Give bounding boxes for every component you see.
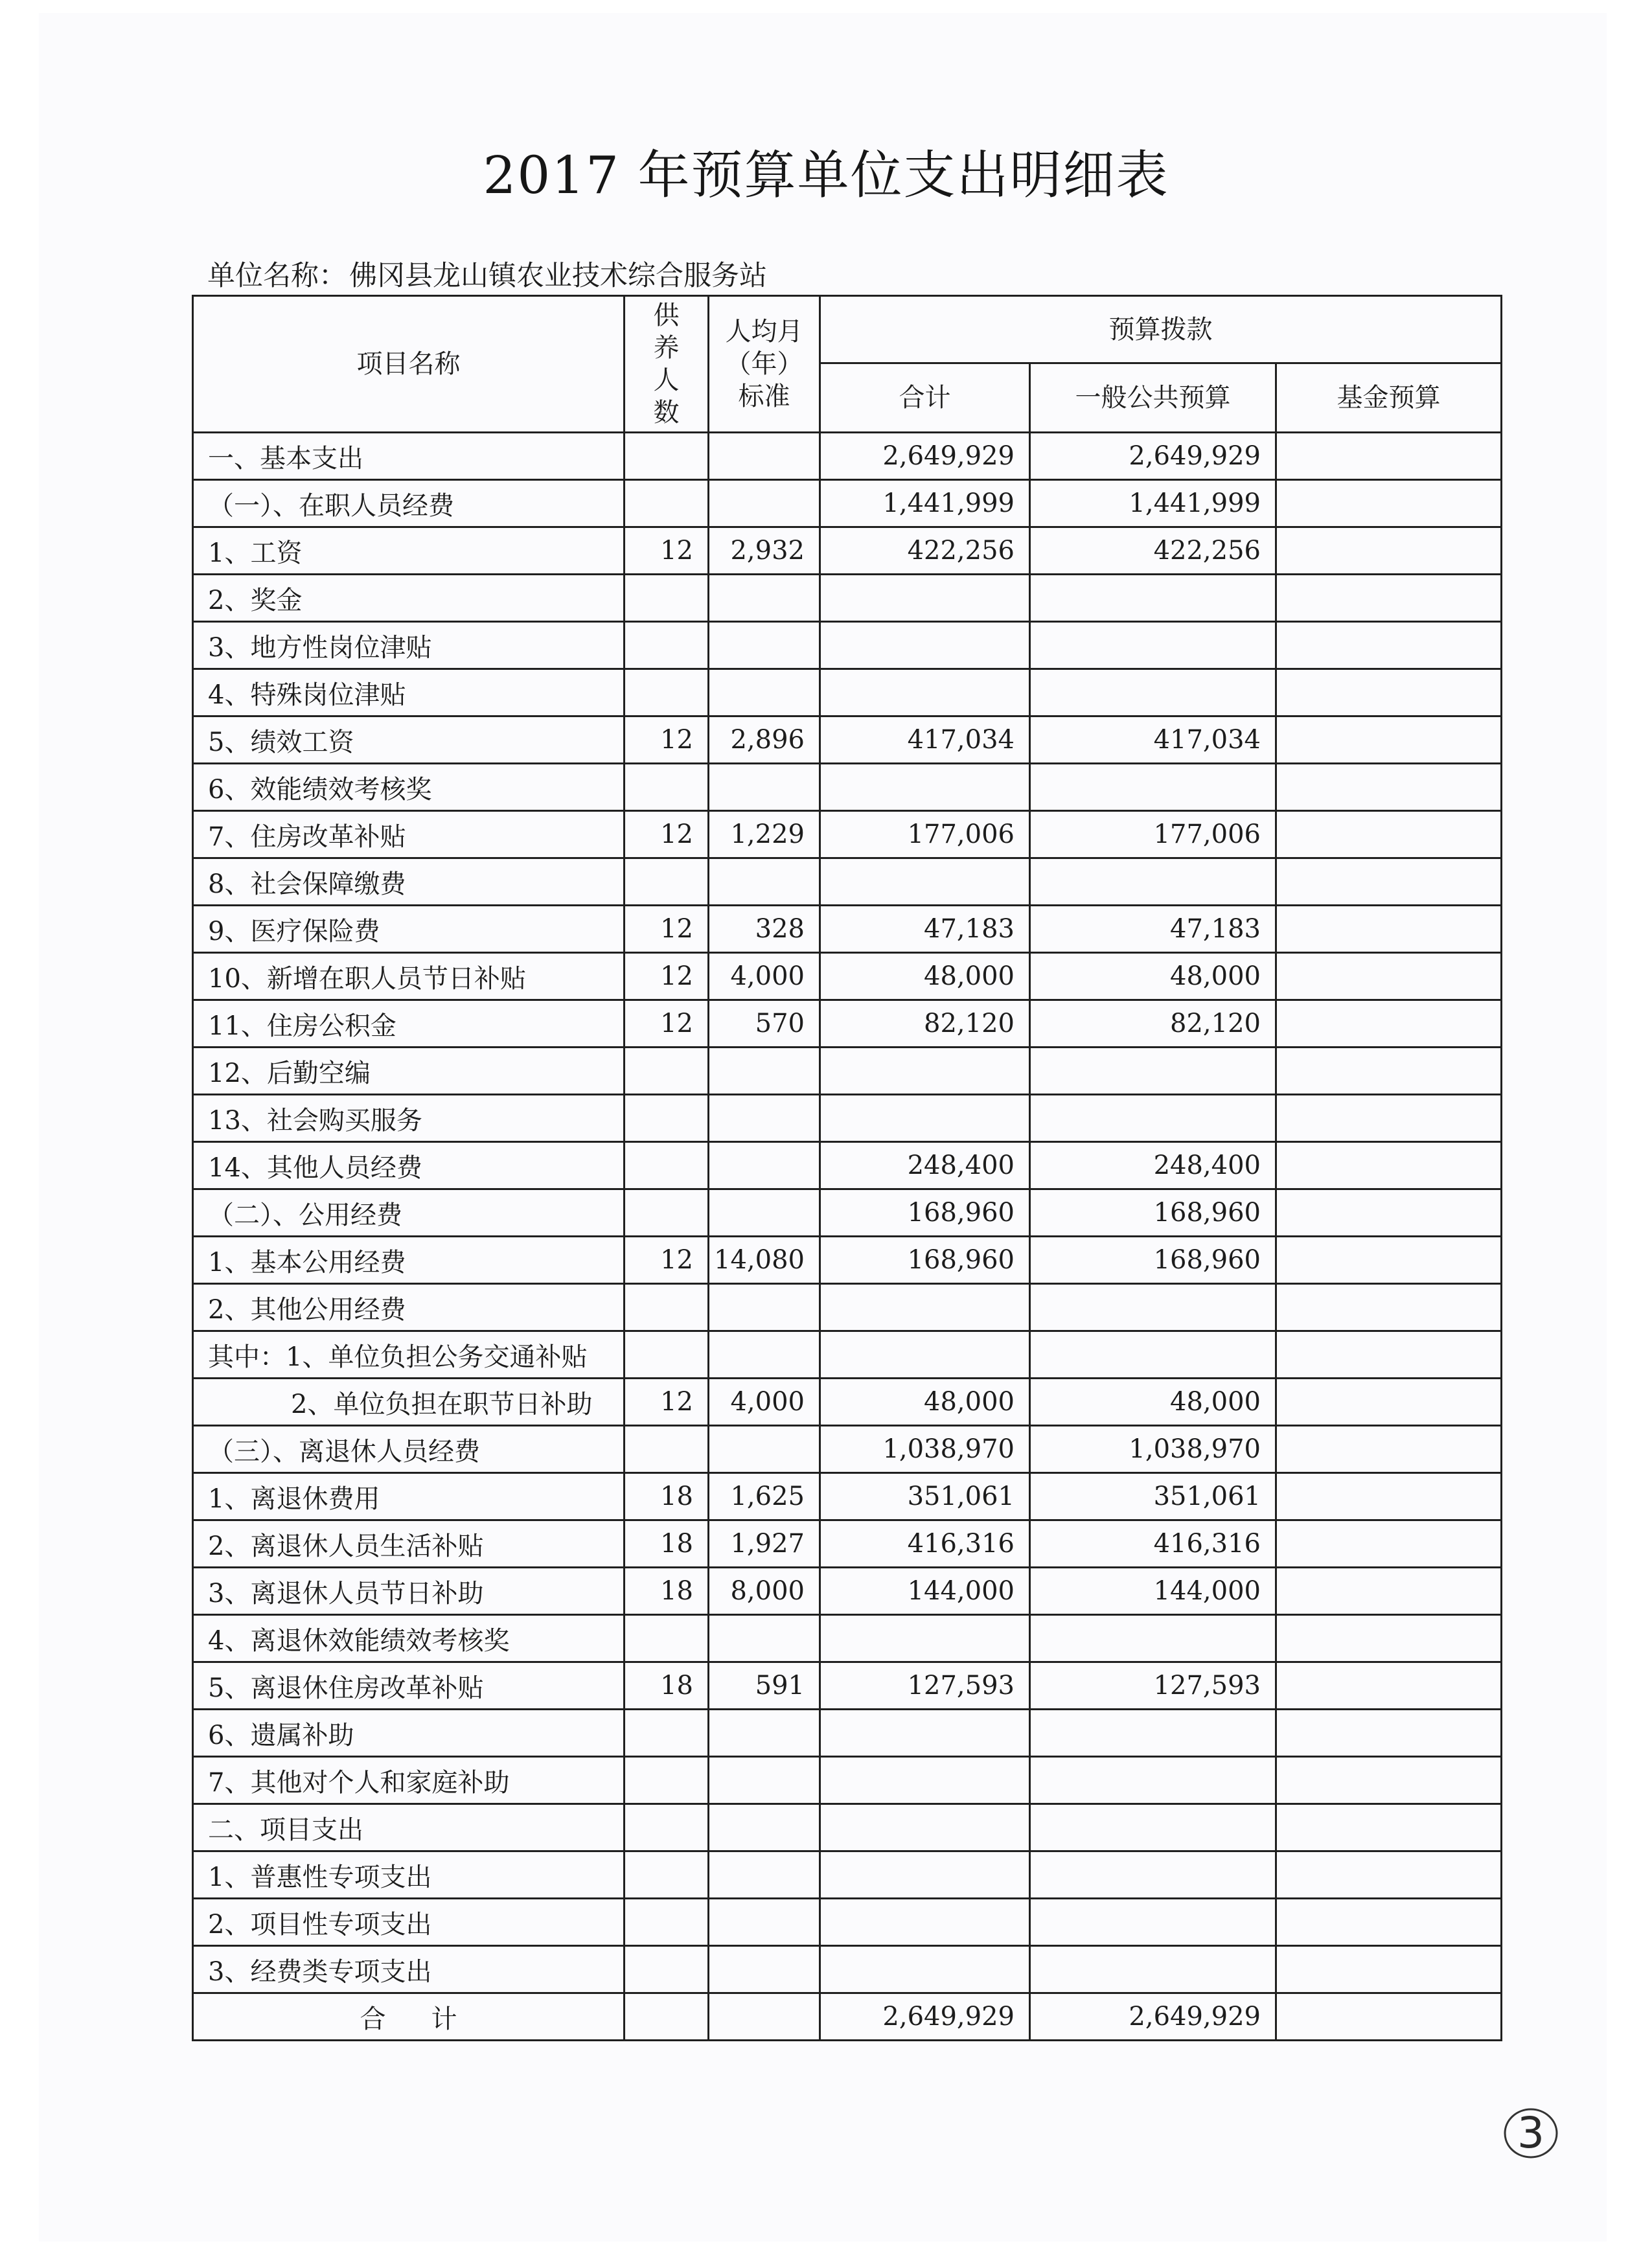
header-per-capita-line1: 人均月 — [725, 317, 803, 347]
row-per-capita-standard — [709, 622, 820, 669]
header-supported-people: 供养人数 — [625, 296, 709, 433]
row-per-capita-standard — [709, 858, 820, 906]
row-general-budget — [1030, 622, 1276, 669]
row-item-name: 2、离退休人员生活补贴 — [193, 1520, 625, 1568]
table-row — [193, 1710, 1502, 1757]
row-total: 351,061 — [820, 1473, 1030, 1520]
row-item-name: 12、后勤空编 — [193, 1048, 625, 1095]
row-general-budget — [1030, 1757, 1276, 1804]
row-total: 168,960 — [820, 1189, 1030, 1237]
row-fund-budget — [1276, 669, 1502, 716]
row-per-capita-standard — [709, 1189, 820, 1237]
row-item-name: 1、普惠性专项支出 — [193, 1851, 625, 1899]
row-supported-people — [625, 1331, 709, 1379]
row-item-name: 5、离退休住房改革补贴 — [193, 1662, 625, 1710]
row-supported-people: 18 — [625, 1662, 709, 1710]
row-per-capita-standard: 328 — [709, 906, 820, 953]
row-total — [820, 1899, 1030, 1946]
row-total — [820, 764, 1030, 811]
row-general-budget: 168,960 — [1030, 1237, 1276, 1284]
row-fund-budget — [1276, 1142, 1502, 1189]
budget-expenditure-table — [192, 295, 1502, 2041]
row-fund-budget — [1276, 1331, 1502, 1379]
row-general-budget: 416,316 — [1030, 1520, 1276, 1568]
row-supported-people: 12 — [625, 1000, 709, 1048]
row-general-budget — [1030, 669, 1276, 716]
row-fund-budget — [1276, 1473, 1502, 1520]
row-general-budget — [1030, 575, 1276, 622]
row-supported-people: 12 — [625, 811, 709, 858]
row-general-budget: 82,120 — [1030, 1000, 1276, 1048]
row-total — [820, 1331, 1030, 1379]
row-general-budget — [1030, 1095, 1276, 1142]
row-item-name: 3、离退休人员节日补助 — [193, 1568, 625, 1615]
row-item-name: 6、效能绩效考核奖 — [193, 764, 625, 811]
row-per-capita-standard — [709, 1142, 820, 1189]
table-row — [193, 1142, 1502, 1189]
row-general-budget: 422,256 — [1030, 527, 1276, 575]
row-item-name: 一、基本支出 — [193, 433, 625, 480]
header-per-capita-line3: 标准 — [738, 382, 790, 411]
row-fund-budget — [1276, 1568, 1502, 1615]
table-row — [193, 622, 1502, 669]
table-row — [193, 953, 1502, 1000]
total-row-label: 合计 — [193, 1993, 625, 2041]
row-supported-people — [625, 764, 709, 811]
row-fund-budget — [1276, 1095, 1502, 1142]
row-total: 416,316 — [820, 1520, 1030, 1568]
table-row — [193, 764, 1502, 811]
row-per-capita-standard — [709, 1331, 820, 1379]
row-total — [820, 1851, 1030, 1899]
table-row — [193, 1899, 1502, 1946]
row-item-name: 3、经费类专项支出 — [193, 1946, 625, 1993]
row-fund-budget — [1276, 622, 1502, 669]
row-total: 177,006 — [820, 811, 1030, 858]
row-general-budget — [1030, 1946, 1276, 1993]
row-general-budget: 177,006 — [1030, 811, 1276, 858]
row-item-name: 6、遗属补助 — [193, 1710, 625, 1757]
row-item-name: 2、奖金 — [193, 575, 625, 622]
row-fund-budget — [1276, 1946, 1502, 1993]
table-row — [193, 575, 1502, 622]
row-total — [820, 575, 1030, 622]
row-supported-people — [625, 1095, 709, 1142]
row-total: 422,256 — [820, 527, 1030, 575]
table-row — [193, 1331, 1502, 1379]
table-row — [193, 1473, 1502, 1520]
row-general-budget — [1030, 1331, 1276, 1379]
row-general-budget: 1,038,970 — [1030, 1426, 1276, 1473]
row-fund-budget — [1276, 1899, 1502, 1946]
row-supported-people — [625, 1851, 709, 1899]
table-row — [193, 527, 1502, 575]
row-fund-budget — [1276, 953, 1502, 1000]
row-supported-people: 18 — [625, 1473, 709, 1520]
row-per-capita-standard: 2,896 — [709, 716, 820, 764]
table-row — [193, 1284, 1502, 1331]
row-item-name: 14、其他人员经费 — [193, 1142, 625, 1189]
row-total — [820, 1710, 1030, 1757]
row-per-capita-standard: 591 — [709, 1662, 820, 1710]
row-fund-budget — [1276, 716, 1502, 764]
row-total — [820, 1804, 1030, 1851]
total-row-general: 2,649,929 — [1030, 1993, 1276, 2041]
row-total — [820, 858, 1030, 906]
page-number-mark — [1502, 2104, 1560, 2162]
row-per-capita-standard — [709, 764, 820, 811]
table-row — [193, 906, 1502, 953]
header-budget-group: 预算拨款 — [820, 296, 1502, 363]
total-row-std — [709, 1993, 820, 2041]
unit-name-value: 佛冈县龙山镇农业技术综合服务站 — [349, 260, 767, 292]
row-item-name: （三）、离退休人员经费 — [193, 1426, 625, 1473]
row-fund-budget — [1276, 1237, 1502, 1284]
row-general-budget — [1030, 1710, 1276, 1757]
row-total: 1,441,999 — [820, 480, 1030, 527]
row-item-name: 10、新增在职人员节日补贴 — [193, 953, 625, 1000]
row-supported-people — [625, 858, 709, 906]
row-item-name: （二）、公用经费 — [193, 1189, 625, 1237]
table-row — [193, 1946, 1502, 1993]
row-general-budget — [1030, 1851, 1276, 1899]
table-row — [193, 1095, 1502, 1142]
row-fund-budget — [1276, 1757, 1502, 1804]
table-row — [193, 811, 1502, 858]
header-item-name: 项目名称 — [193, 296, 625, 433]
row-per-capita-standard: 4,000 — [709, 953, 820, 1000]
row-per-capita-standard: 1,927 — [709, 1520, 820, 1568]
row-total: 1,038,970 — [820, 1426, 1030, 1473]
row-item-name: 1、离退休费用 — [193, 1473, 625, 1520]
table-row — [193, 858, 1502, 906]
unit-name-label: 单位名称： — [207, 260, 347, 292]
row-item-name: 2、项目性专项支出 — [193, 1899, 625, 1946]
row-general-budget — [1030, 764, 1276, 811]
row-per-capita-standard: 4,000 — [709, 1379, 820, 1426]
row-per-capita-standard — [709, 1899, 820, 1946]
header-general-budget: 一般公共预算 — [1030, 363, 1276, 433]
row-general-budget — [1030, 1899, 1276, 1946]
row-per-capita-standard — [709, 1946, 820, 1993]
row-per-capita-standard: 570 — [709, 1000, 820, 1048]
row-supported-people: 12 — [625, 1379, 709, 1426]
row-fund-budget — [1276, 906, 1502, 953]
header-fund-budget: 基金预算 — [1276, 363, 1502, 433]
table-row — [193, 1379, 1502, 1426]
row-general-budget — [1030, 1284, 1276, 1331]
row-item-name: 2、其他公用经费 — [193, 1284, 625, 1331]
row-fund-budget — [1276, 575, 1502, 622]
row-fund-budget — [1276, 1520, 1502, 1568]
row-fund-budget — [1276, 811, 1502, 858]
row-total — [820, 1048, 1030, 1095]
row-supported-people — [625, 1710, 709, 1757]
row-general-budget: 248,400 — [1030, 1142, 1276, 1189]
header-total: 合计 — [820, 363, 1030, 433]
row-item-name: 其中：1、单位负担公务交通补贴 — [193, 1331, 625, 1379]
row-supported-people — [625, 433, 709, 480]
table-row — [193, 1757, 1502, 1804]
row-per-capita-standard — [709, 1284, 820, 1331]
row-supported-people — [625, 1804, 709, 1851]
row-total: 47,183 — [820, 906, 1030, 953]
row-per-capita-standard — [709, 1804, 820, 1851]
row-per-capita-standard — [709, 1426, 820, 1473]
row-fund-budget — [1276, 527, 1502, 575]
row-per-capita-standard — [709, 1757, 820, 1804]
table-row — [193, 1237, 1502, 1284]
row-general-budget: 48,000 — [1030, 953, 1276, 1000]
row-general-budget: 351,061 — [1030, 1473, 1276, 1520]
row-total — [820, 1284, 1030, 1331]
row-supported-people: 12 — [625, 906, 709, 953]
table-row — [193, 1804, 1502, 1851]
row-fund-budget — [1276, 1284, 1502, 1331]
row-fund-budget — [1276, 1379, 1502, 1426]
row-general-budget: 144,000 — [1030, 1568, 1276, 1615]
row-supported-people — [625, 1899, 709, 1946]
row-fund-budget — [1276, 480, 1502, 527]
row-fund-budget — [1276, 1804, 1502, 1851]
row-supported-people — [625, 575, 709, 622]
row-total — [820, 1095, 1030, 1142]
row-supported-people: 12 — [625, 527, 709, 575]
row-supported-people: 12 — [625, 1237, 709, 1284]
row-fund-budget — [1276, 1189, 1502, 1237]
table-row — [193, 1426, 1502, 1473]
unit-name-line — [207, 254, 767, 293]
table-row — [193, 1851, 1502, 1899]
row-supported-people — [625, 1048, 709, 1095]
row-general-budget: 1,441,999 — [1030, 480, 1276, 527]
table-row — [193, 1048, 1502, 1095]
row-total — [820, 669, 1030, 716]
row-supported-people — [625, 1284, 709, 1331]
row-total — [820, 622, 1030, 669]
row-total — [820, 1615, 1030, 1662]
row-supported-people: 18 — [625, 1520, 709, 1568]
row-general-budget: 48,000 — [1030, 1379, 1276, 1426]
row-total — [820, 1946, 1030, 1993]
table-row — [193, 480, 1502, 527]
row-supported-people: 18 — [625, 1568, 709, 1615]
total-row-people — [625, 1993, 709, 2041]
table-row — [193, 1662, 1502, 1710]
row-supported-people — [625, 1142, 709, 1189]
row-supported-people — [625, 1615, 709, 1662]
total-row-total: 2,649,929 — [820, 1993, 1030, 2041]
row-per-capita-standard — [709, 480, 820, 527]
table-row — [193, 1000, 1502, 1048]
row-per-capita-standard: 14,080 — [709, 1237, 820, 1284]
row-total: 82,120 — [820, 1000, 1030, 1048]
row-fund-budget — [1276, 433, 1502, 480]
table-row — [193, 433, 1502, 480]
row-general-budget: 168,960 — [1030, 1189, 1276, 1237]
page-number-text: 3 — [1517, 2108, 1544, 2158]
row-total: 48,000 — [820, 953, 1030, 1000]
row-fund-budget — [1276, 1426, 1502, 1473]
row-item-name: 1、基本公用经费 — [193, 1237, 625, 1284]
row-per-capita-standard — [709, 1851, 820, 1899]
row-supported-people: 12 — [625, 953, 709, 1000]
row-item-name: 9、医疗保险费 — [193, 906, 625, 953]
row-fund-budget — [1276, 1048, 1502, 1095]
row-per-capita-standard — [709, 1048, 820, 1095]
table-row — [193, 1615, 1502, 1662]
row-general-budget: 417,034 — [1030, 716, 1276, 764]
row-item-name: 8、社会保障缴费 — [193, 858, 625, 906]
row-item-name: 11、住房公积金 — [193, 1000, 625, 1048]
row-supported-people — [625, 1189, 709, 1237]
row-total — [820, 1757, 1030, 1804]
total-row-fund — [1276, 1993, 1502, 2041]
row-supported-people — [625, 480, 709, 527]
row-per-capita-standard — [709, 1710, 820, 1757]
header-per-capita-standard — [709, 296, 820, 433]
total-row — [193, 1993, 1502, 2041]
row-total: 144,000 — [820, 1568, 1030, 1615]
row-item-name: 7、住房改革补贴 — [193, 811, 625, 858]
table-row — [193, 669, 1502, 716]
row-total: 248,400 — [820, 1142, 1030, 1189]
row-general-budget — [1030, 858, 1276, 906]
row-general-budget: 47,183 — [1030, 906, 1276, 953]
row-total: 48,000 — [820, 1379, 1030, 1426]
row-general-budget: 127,593 — [1030, 1662, 1276, 1710]
row-per-capita-standard — [709, 669, 820, 716]
header-per-capita-line2: （年） — [725, 349, 803, 379]
row-total: 417,034 — [820, 716, 1030, 764]
row-general-budget — [1030, 1048, 1276, 1095]
row-fund-budget — [1276, 1710, 1502, 1757]
row-fund-budget — [1276, 1000, 1502, 1048]
row-item-name: 3、地方性岗位津贴 — [193, 622, 625, 669]
row-supported-people — [625, 622, 709, 669]
table-row — [193, 1189, 1502, 1237]
row-fund-budget — [1276, 1851, 1502, 1899]
row-per-capita-standard — [709, 1095, 820, 1142]
row-total: 2,649,929 — [820, 433, 1030, 480]
row-item-name: 1、工资 — [193, 527, 625, 575]
row-supported-people — [625, 669, 709, 716]
row-per-capita-standard: 8,000 — [709, 1568, 820, 1615]
row-per-capita-standard: 2,932 — [709, 527, 820, 575]
row-supported-people — [625, 1757, 709, 1804]
row-per-capita-standard — [709, 575, 820, 622]
row-fund-budget — [1276, 1615, 1502, 1662]
row-per-capita-standard: 1,229 — [709, 811, 820, 858]
row-per-capita-standard — [709, 433, 820, 480]
page-title: 2017 年预算单位支出明细表 — [483, 145, 1169, 205]
row-supported-people: 12 — [625, 716, 709, 764]
row-fund-budget — [1276, 858, 1502, 906]
row-general-budget — [1030, 1804, 1276, 1851]
row-item-name: 7、其他对个人和家庭补助 — [193, 1757, 625, 1804]
row-general-budget — [1030, 1615, 1276, 1662]
row-item-name: （一）、在职人员经费 — [193, 480, 625, 527]
row-fund-budget — [1276, 764, 1502, 811]
table-row — [193, 1568, 1502, 1615]
row-per-capita-standard: 1,625 — [709, 1473, 820, 1520]
row-item-name: 13、社会购买服务 — [193, 1095, 625, 1142]
row-item-name: 4、特殊岗位津贴 — [193, 669, 625, 716]
row-supported-people — [625, 1946, 709, 1993]
row-total: 127,593 — [820, 1662, 1030, 1710]
table-row — [193, 716, 1502, 764]
table-body — [193, 433, 1502, 1993]
row-item-name: 5、绩效工资 — [193, 716, 625, 764]
row-fund-budget — [1276, 1662, 1502, 1710]
table-row — [193, 1520, 1502, 1568]
row-item-name: 二、项目支出 — [193, 1804, 625, 1851]
row-total: 168,960 — [820, 1237, 1030, 1284]
row-per-capita-standard — [709, 1615, 820, 1662]
row-item-name: 4、离退休效能绩效考核奖 — [193, 1615, 625, 1662]
row-item-name: 2、单位负担在职节日补助 — [193, 1379, 625, 1426]
row-general-budget: 2,649,929 — [1030, 433, 1276, 480]
row-supported-people — [625, 1426, 709, 1473]
